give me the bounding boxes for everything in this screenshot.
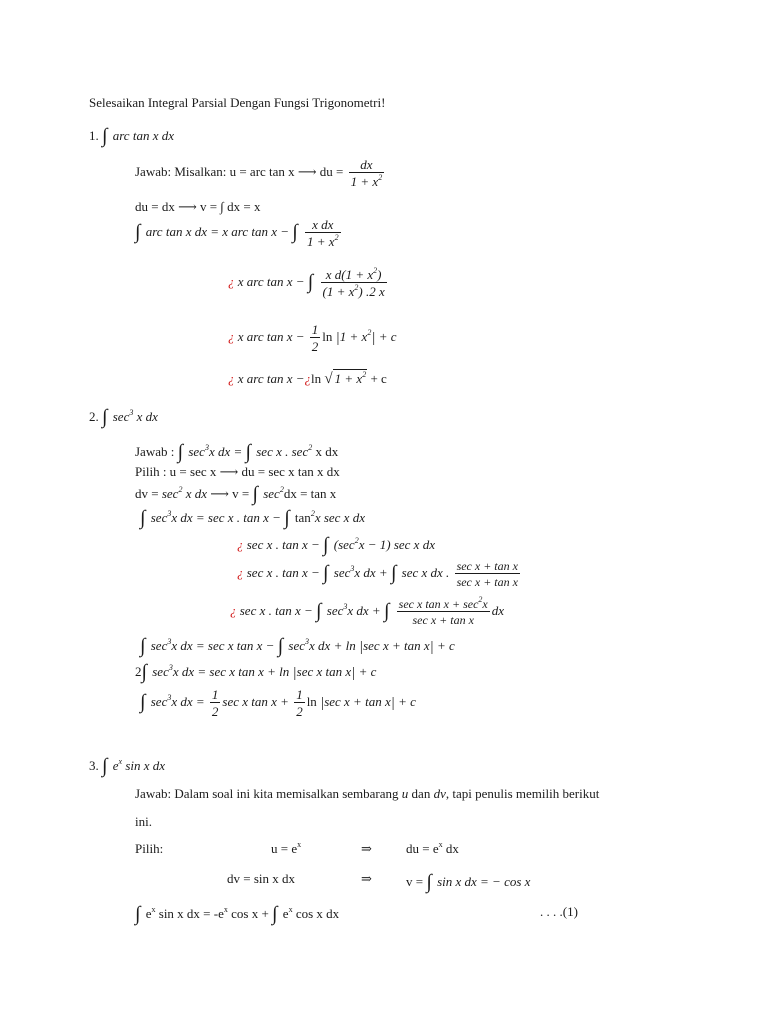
integral-sign: ∫ xyxy=(284,507,290,529)
jawab-text: Jawab : xyxy=(135,444,175,459)
red-mark: ¿ xyxy=(237,564,244,580)
dx-text: x dx xyxy=(315,444,339,459)
integral-sign: ∫ xyxy=(307,270,314,293)
denominator: 2 xyxy=(311,339,319,354)
integrand: arc tan x dx xyxy=(112,128,174,143)
implies-arrow: ⇒ xyxy=(361,841,372,856)
integral-sign: ∫ xyxy=(135,903,141,925)
integral-sign: ∫ xyxy=(292,220,298,243)
p1-dv-line: du = dx ⟶ v = ∫ dx = x xyxy=(135,199,261,214)
sqrt-sign: √ xyxy=(324,371,333,387)
p2-step-4: ¿ sec x . tan x − ∫ $\sec^3x$ dx + ∫ sec x $\tan x + \sec^2x$ sec x + tan x dx xyxy=(230,595,505,627)
problem-2-statement: 2. ∫ $\sec^3 x$ dx xyxy=(89,406,158,428)
ln: ln xyxy=(311,371,322,386)
p2-pilih-line: Pilih : u = sec x ⟶ du = sec x tan x dx xyxy=(135,464,340,479)
integral-sign: ∫ xyxy=(177,441,184,463)
problem-1-statement xyxy=(89,124,174,147)
page-heading: Selesaikan Integral Parsial Dengan Fungsi Trigonometri! xyxy=(89,95,386,110)
denominator: $(1 + x^2)$ .2 x xyxy=(322,283,385,299)
half-fraction: $\frac{1}{2}$ xyxy=(211,687,219,719)
p3-du-eq: du = $e^x$ dx xyxy=(406,840,459,856)
jawab-text: Jawab: Misalkan: u = arc tan x ⟶ du = xyxy=(135,163,344,179)
p1-step-4 xyxy=(228,372,387,387)
expr: x arc tan x − xyxy=(237,273,305,289)
integral-sign: ∫ xyxy=(316,599,322,622)
integral-sign: ∫ xyxy=(272,903,278,925)
integral-sign: ∫ xyxy=(245,441,251,463)
p3-dv-eq: dv = sin x dx xyxy=(227,871,296,886)
implies-arrow: ⇒ xyxy=(361,871,372,886)
denominator: $1 + x^2$ xyxy=(307,233,339,249)
red-mark: ¿ xyxy=(228,328,235,344)
numerator: sec x + tan x xyxy=(456,559,518,573)
sqrt: $1 + x^2$ xyxy=(334,370,367,386)
equation-reference: . . . .(1) xyxy=(540,904,578,919)
p3-v-eq: v = ∫ sin x dx = − cos x xyxy=(406,871,531,893)
p2-step-3: ¿ sec x . tan x − ∫ $\sec^3x$ dx + ∫ sec x dx . sec x + tan x sec x + tan x xyxy=(237,559,518,589)
integral-sign: ∫ xyxy=(135,220,141,243)
p1-jawab-line xyxy=(135,158,386,188)
problem-3-statement: 3. ∫ $e^x$ sin x dx xyxy=(89,755,166,777)
p2-dv-line: dv = $\sec^2 x$ dx ⟶ v = ∫ $\sec^2dx = \tan x$ xyxy=(135,483,337,505)
p3-jawab-line-2: ini. xyxy=(135,814,152,829)
lhs: arc tan x dx = x arc tan x − xyxy=(145,223,290,239)
p3-pilih-label: Pilih: xyxy=(135,841,164,856)
p2-jawab-line: Jawab : ∫ $\sec^3x$ dx = ∫ sec x . $\sec^2 x$ dx xyxy=(135,441,339,463)
abs-inner: 1 + x xyxy=(339,328,368,344)
integral-sign: ∫ xyxy=(102,406,108,428)
red-mark: ¿ xyxy=(228,371,235,386)
problem-number: 1. xyxy=(89,128,99,143)
denominator: sec x + tan x xyxy=(412,613,474,627)
numerator: 1 xyxy=(311,322,319,337)
du-fraction xyxy=(349,158,385,188)
expr: x arc tan x − xyxy=(237,328,305,344)
red-mark: ¿ xyxy=(228,273,235,289)
p3-u-eq: $u = e^x$ xyxy=(271,840,302,856)
integral-sign: ∫ xyxy=(140,635,146,657)
p2-step-7: ∫ $\sec^3x$ dx = $\frac{1}{2}$ sec x tan x + $\frac{1}{2}$ ln |sec x + tan x| + c xyxy=(140,687,416,719)
integral-sign: ∫ xyxy=(252,483,258,505)
integral-sign: ∫ xyxy=(140,690,146,713)
fraction xyxy=(321,268,387,298)
p3-step-1: ∫ $e^x$ sin x dx = $-e^x$ cos x + ∫ $e^x$ cos x dx xyxy=(135,903,340,925)
integral-sign: ∫ xyxy=(323,534,329,556)
p2-step-6: 2∫ $\sec^3x$ dx = sec x tan x + ln |sec x tan x| + c xyxy=(135,661,377,683)
numerator: x dx xyxy=(305,218,341,233)
numerator: x $d(1 + x^2)$ xyxy=(321,268,387,283)
fraction xyxy=(455,560,520,588)
p1-step-3: ¿ x arc tan x − $\frac{1}{2}$ $\ln |1 + x^2| + c$ xyxy=(228,322,397,354)
p2-step-5: ∫ $\sec^3x$ dx = sec x tan x − ∫ $\sec^3x$ dx + ln |sec x + tan x| + c xyxy=(140,635,455,657)
problem-number: 3. xyxy=(89,758,99,773)
integral-sign: ∫ xyxy=(102,125,108,147)
p2-step-2: ¿ sec x . tan x − ∫ $(\sec^2x - 1)$ sec x dx xyxy=(237,534,435,556)
red-mark: ¿ xyxy=(304,371,312,386)
red-mark: ¿ xyxy=(237,537,244,552)
fraction xyxy=(397,595,490,627)
numerator: dx xyxy=(349,158,385,173)
fraction xyxy=(305,218,341,248)
p1-step-2 xyxy=(228,268,389,298)
numerator: sec x $\tan x + \sec^2x$ xyxy=(398,595,488,611)
integral-sign: ∫ xyxy=(141,661,147,683)
p3-jawab-line-1: Jawab: Dalam soal ini kita memisalkan sembarang u dan dv, tapi penulis memilih berikut xyxy=(135,786,600,801)
integral-sign: ∫ xyxy=(102,755,108,777)
problem-number: 2. xyxy=(89,409,99,424)
denominator: $1 + x^2$ xyxy=(350,173,383,189)
p2-step-1: ∫ $\sec^3x$ dx = sec x . tan x − ∫ $\tan^2x$ sec x dx xyxy=(140,507,365,529)
expr: x arc tan x − xyxy=(237,371,305,386)
integral-sign: ∫ xyxy=(140,507,146,529)
half-fraction: $\frac{1}{2}$ xyxy=(296,687,303,719)
integral-sign: ∫ xyxy=(390,561,397,584)
ln: ln xyxy=(322,328,333,344)
constant: + c xyxy=(370,371,387,386)
integral-sign: ∫ xyxy=(323,561,329,584)
red-mark: ¿ xyxy=(230,602,237,618)
integral-sign: ∫ xyxy=(426,871,432,893)
integral-sign: ∫ xyxy=(277,635,284,657)
half-fraction xyxy=(310,323,321,353)
denominator: sec x + tan x xyxy=(456,575,518,589)
constant: + c xyxy=(378,328,397,344)
p1-step-1 xyxy=(135,218,343,248)
integral-sign: ∫ xyxy=(383,599,390,622)
